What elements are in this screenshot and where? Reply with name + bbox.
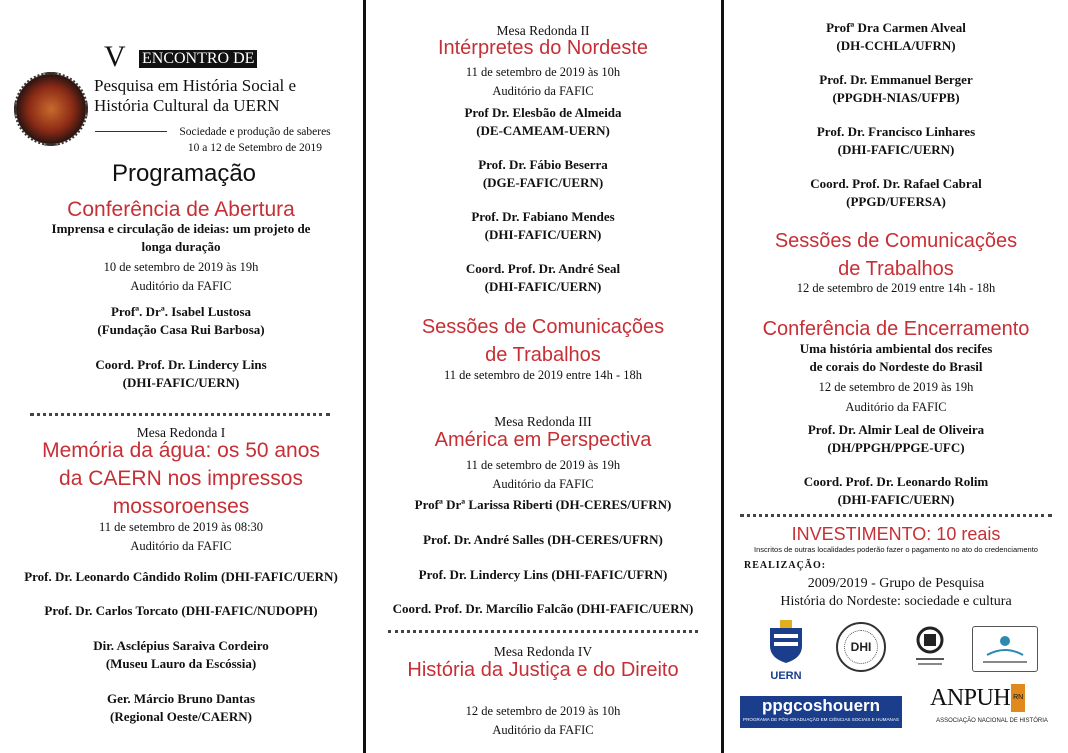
- sessoes2-title-line1: Sessões de Comunicações: [774, 230, 1018, 252]
- mesa1-speaker2: Prof. Dr. Carlos Torcato (DHI-FAFIC/NUDOPH): [44, 603, 318, 618]
- mesa1-date: 11 de setembro de 2019 às 08:30: [98, 520, 264, 534]
- mesa4-place: Auditório da FAFIC: [492, 723, 594, 737]
- mesa4-speaker3-name: Prof. Dr. Francisco Linhares: [816, 124, 976, 139]
- mesa1-speaker4-name: Ger. Márcio Bruno Dantas: [106, 691, 256, 706]
- mesa4-speaker4-name: Coord. Prof. Dr. Rafael Cabral: [810, 176, 982, 191]
- programacao-heading: Programação: [111, 160, 257, 187]
- abertura-speaker1-inst: (Fundação Casa Rui Barbosa): [97, 322, 265, 337]
- encerramento-speaker2-name: Coord. Prof. Dr. Leonardo Rolim: [803, 474, 989, 489]
- mesa2-date: 11 de setembro de 2019 às 10h: [465, 65, 621, 79]
- mesa1-title-line2: da CAERN nos impressos: [59, 467, 303, 490]
- mesa3-speaker2: Prof. Dr. André Salles (DH-CERES/UFRN): [423, 532, 663, 547]
- mesa4-speaker4-inst: (PPGD/UFERSA): [846, 194, 946, 209]
- uern-logo-label: UERN: [770, 670, 802, 682]
- header-numeral: V: [104, 40, 126, 73]
- dhi-logo-inner: [844, 630, 878, 664]
- mesa4-label: Mesa Redonda IV: [493, 644, 593, 659]
- mesa4-speaker3-inst: (DHI-FAFIC/UERN): [837, 142, 955, 157]
- mesa2-speaker1-inst: (DE-CAMEAM-UERN): [476, 123, 610, 138]
- mesa3-speaker3: Prof. Dr. Lindercy Lins (DHI-FAFIC/UFRN): [418, 567, 668, 582]
- sessoes2-date: 12 de setembro de 2019 entre 14h - 18h: [796, 281, 996, 295]
- mesa2-title: Intérpretes do Nordeste: [437, 37, 649, 59]
- mesa3-place: Auditório da FAFIC: [492, 477, 594, 491]
- mesa2-speaker4-inst: (DHI-FAFIC/UERN): [484, 279, 602, 294]
- ppgcosh-logo-sub: PROGRAMA DE PÓS-GRADUAÇÃO EM CIÊNCIAS SOCIAIS E HUMANAS: [743, 717, 899, 722]
- anpuh-logo-label: ANPUH: [930, 685, 1011, 711]
- section-divider: [388, 630, 698, 633]
- mesa2-speaker4-name: Coord. Prof. Dr. André Seal: [465, 261, 621, 276]
- dhi-logo-label: DHI: [850, 640, 872, 654]
- mesa2-speaker3-inst: (DHI-FAFIC/UERN): [484, 227, 602, 242]
- investimento-note: Inscritos de outras localidades poderão fazer o pagamento no ato do credenciamento: [754, 545, 1038, 554]
- header-dates: 10 a 12 de Setembro de 2019: [187, 142, 323, 154]
- mesa3-date: 11 de setembro de 2019 às 19h: [465, 458, 621, 472]
- mesa1-label: Mesa Redonda I: [136, 425, 226, 440]
- anpuh-rn-badge: RN: [1011, 684, 1025, 712]
- sessoes1-title-line2: de Trabalhos: [485, 344, 601, 366]
- grupo-pesquisa-logo: [972, 626, 1038, 672]
- realizacao-line1: 2009/2019 - Grupo de Pesquisa: [807, 576, 985, 591]
- anpuh-logo-sub: ASSOCIAÇÃO NACIONAL DE HISTÓRIA: [936, 718, 1048, 724]
- anpuh-logo-mark: [930, 684, 1054, 712]
- mesa1-speaker1: Prof. Dr. Leonardo Cândido Rolim (DHI-FAFIC/UERN): [24, 569, 338, 584]
- mesa3-title: América em Perspectiva: [434, 429, 652, 451]
- realizacao-line2: História do Nordeste: sociedade e cultura: [780, 594, 1012, 609]
- mesa1-place: Auditório da FAFIC: [130, 539, 232, 553]
- uern-logo: [766, 618, 806, 680]
- header-rule: [95, 131, 167, 132]
- panel-left: [0, 0, 362, 753]
- mesa4-speaker1-name: Profª Dra Carmen Alveal: [826, 20, 966, 35]
- encerramento-speaker2-inst: (DHI-FAFIC/UERN): [837, 492, 955, 507]
- mesa3-speaker1: Profª Drª Larissa Riberti (DH-CERES/UFRN): [414, 497, 672, 512]
- header-encontro: ENCONTRO DE: [139, 50, 257, 68]
- mesa1-speaker4-inst: (Regional Oeste/CAERN): [110, 709, 252, 724]
- encerramento-title: Conferência de Encerramento: [762, 318, 1030, 340]
- abertura-topic-line2: longa duração: [141, 239, 221, 254]
- mesa1-title-line1: Memória da água: os 50 anos: [42, 439, 320, 462]
- filosofia-emblem-icon: [910, 624, 950, 670]
- realizacao-label: REALIZAÇÃO:: [744, 560, 827, 571]
- mesa4-date: 12 de setembro de 2019 às 10h: [465, 704, 621, 718]
- mesa2-speaker3-name: Prof. Dr. Fabiano Mendes: [471, 209, 615, 224]
- abertura-title: Conferência de Abertura: [67, 198, 295, 221]
- abertura-date: 10 de setembro de 2019 às 19h: [103, 260, 259, 274]
- header-title-line1: Pesquisa em História Social e: [94, 76, 297, 95]
- header-subtitle: [170, 124, 340, 156]
- dhi-logo: [836, 622, 886, 672]
- panel-middle: [366, 0, 720, 753]
- abertura-place: Auditório da FAFIC: [130, 279, 232, 293]
- mesa2-place: Auditório da FAFIC: [492, 84, 594, 98]
- anpuh-logo: [930, 684, 1054, 730]
- encerramento-topic-line2: de corais do Nordeste do Brasil: [809, 359, 983, 374]
- sessoes1-title-line1: Sessões de Comunicações: [421, 316, 665, 338]
- encerramento-date: 12 de setembro de 2019 às 19h: [818, 380, 974, 394]
- sessoes1-date: 11 de setembro de 2019 entre 14h - 18h: [443, 368, 643, 382]
- mesa4-title: História da Justiça e do Direito: [407, 659, 679, 681]
- mesa3-speaker4: Coord. Prof. Dr. Marcílio Falcão (DHI-FAFIC/UERN): [392, 601, 694, 616]
- grupo-pesquisa-emblem-icon: [973, 627, 1037, 671]
- mesa4-speaker2-inst: (PPGDH-NIAS/UFPB): [832, 90, 960, 105]
- header-title-line2: História Cultural da UERN: [94, 96, 280, 115]
- mesa1-title-line3: mossoroenses: [112, 495, 250, 518]
- abertura-speaker1-name: Profª. Drª. Isabel Lustosa: [110, 304, 252, 319]
- mesa4-speaker1-inst: (DH-CCHLA/UFRN): [836, 38, 956, 53]
- investimento-title: INVESTIMENTO: 10 reais: [791, 524, 1001, 544]
- encerramento-topic-line1: Uma história ambiental dos recifes: [799, 341, 993, 356]
- abertura-speaker2-inst: (DHI-FAFIC/UERN): [122, 375, 240, 390]
- panel-right: [724, 0, 1068, 753]
- abertura-topic-line1: Imprensa e circulação de ideias: um projeto de: [51, 221, 311, 236]
- mesa3-label: Mesa Redonda III: [494, 414, 592, 429]
- mesa2-label: Mesa Redonda II: [496, 23, 590, 38]
- ppgcosh-logo: [740, 696, 902, 728]
- ppgcosh-logo-label: ppgcoshouern: [761, 696, 881, 715]
- encerramento-speaker1-inst: (DH/PPGH/PPGE-UFC): [827, 440, 965, 455]
- filosofia-logo: [910, 624, 950, 670]
- mesa2-speaker2-name: Prof. Dr. Fábio Beserra: [478, 157, 608, 172]
- abertura-speaker2-name: Coord. Prof. Dr. Lindercy Lins: [95, 357, 267, 372]
- mesa1-speaker3-inst: (Museu Lauro da Escóssia): [105, 656, 257, 671]
- encerramento-place: Auditório da FAFIC: [845, 400, 947, 414]
- event-seal-logo: [14, 72, 88, 146]
- mesa4-speaker2-name: Prof. Dr. Emmanuel Berger: [819, 72, 973, 87]
- mesa1-speaker3-name: Dir. Asclépius Saraiva Cordeiro: [93, 638, 269, 653]
- mesa2-speaker2-inst: (DGE-FAFIC/UERN): [482, 175, 604, 190]
- sessoes2-title-line2: de Trabalhos: [838, 258, 954, 280]
- header-subtitle-text: Sociedade e produção de saberes: [179, 126, 331, 138]
- encerramento-speaker1-name: Prof. Dr. Almir Leal de Oliveira: [807, 422, 985, 437]
- section-divider: [740, 514, 1052, 517]
- uern-shield-icon: [766, 618, 806, 664]
- mesa2-speaker1-name: Prof Dr. Elesbão de Almeida: [464, 105, 622, 120]
- section-divider: [30, 413, 330, 416]
